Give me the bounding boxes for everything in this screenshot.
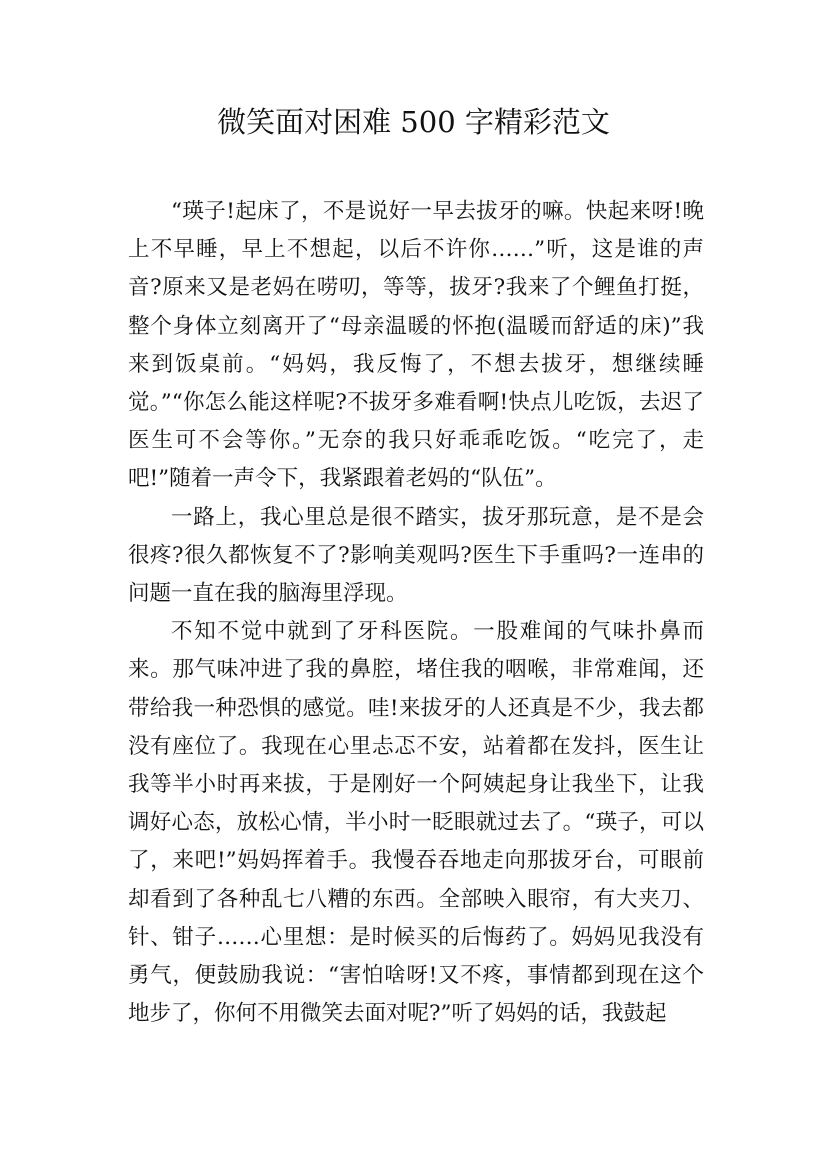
paragraph-1: “瑛子!起床了，不是说好一早去拔牙的嘛。快起来呀!晚上不早睡，早上不想起，以后不许你……”听，这是谁的声音?原来又是老妈在唠叨，等等，拔牙?我来了个鲤鱼打挺，整个身体立刻离开了“母亲温暖的怀抱(温暖而舒适的床)”我来到饭桌前。“妈妈，我反悔了，不想去拔牙，想继续睡觉。”“你怎么能这样呢?不拔牙多难看啊!快点儿吃饭，去迟了医生可不会等你。”无奈的我只好乖乖吃饭。“吃完了，走吧!”随着一声令下，我紧跟着老妈的“队伍”。 bbox=[128, 199, 704, 492]
paragraph-3: 不知不觉中就到了牙科医院。一股难闻的气味扑鼻而来。那气味冲进了我的鼻腔，堵住我的咽喉，非常难闻，还带给我一种恐惧的感觉。哇!来拔牙的人还真是不少，我去都没有座位了。我现在心里忐忑不安，站着都在发抖，医生让我等半小时再来拔，于是刚好一个阿姨起身让我坐下，让我调好心态，放松心情，半小时一眨眼就过去了。“瑛子，可以了，来吧!”妈妈挥着手。我慢吞吞地走向那拔牙台，可眼前却看到了各种乱七八糟的东西。全部映入眼帘，有大夹刀、针、钳子……心里想：是时候买的后悔药了。妈妈见我没有勇气，便鼓励我说：“害怕啥呀!又不疼，事情都到现在这个地步了，你何不用微笑去面对呢?”听了妈妈的话，我鼓起 bbox=[128, 619, 704, 1027]
paragraph-2: 一路上，我心里总是很不踏实，拔牙那玩意，是不是会很疼?很久都恢复不了?影响美观吗?医生下手重吗?一连串的问题一直在我的脑海里浮现。 bbox=[128, 504, 704, 607]
document-title: 微笑面对困难 500 字精彩范文 bbox=[217, 105, 610, 139]
document-body bbox=[128, 193, 704, 1033]
